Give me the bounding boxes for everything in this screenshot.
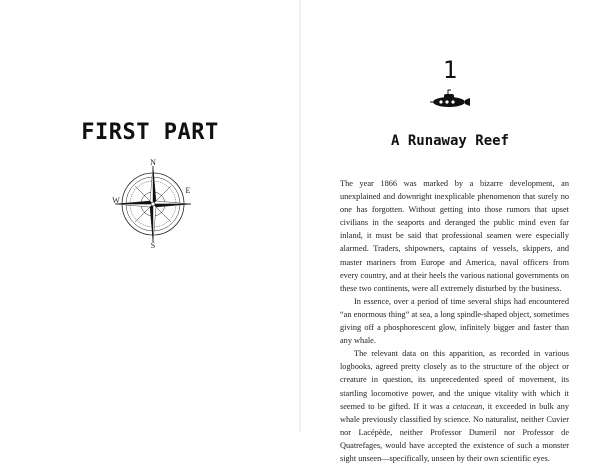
compass-label-n: N bbox=[150, 158, 156, 167]
paragraph-2: In essence, over a period of time several ships had encountered “an enormous thing” at sea, a long spindle-shaped object, sometimes giving off a phosphorescent glow, infinitely bigger and faster than any whale. bbox=[340, 296, 569, 346]
paragraph-3 bbox=[340, 347, 569, 465]
compass-label-w: W bbox=[112, 196, 120, 205]
paragraph-1: The year 1866 was marked by a bizarre development, an unexplained and downright inexplicable phenomenon that surely no one has forgotten. Without getting into those rumors that upset civilians in the seaports and deranged the public mind even far inland, it must be said that professional seamen were especially alarmed. Traders, shipowners, captains of vessels, skippers, and master mariners from Europe and America, naval officers from every country, and at their heels the various national governments on these two continents, were all extremely disturbed by the business. bbox=[340, 179, 569, 293]
paragraph-3-part-2: , it exceeded in bulk any whale previously classified by science. No naturalist, neither Cuvier nor Lacépède, neither Professor Dumeril nor Professor de Quatrefages, would have accepted the existence of such a monster sight unseen—specifically, unseen by their own scientific eyes. bbox=[340, 401, 570, 463]
submarine-icon bbox=[428, 88, 472, 110]
chapter-number: 1 bbox=[442, 56, 458, 84]
paragraph-3-emphasis: cetacean bbox=[452, 401, 483, 411]
right-page bbox=[300, 0, 600, 463]
chapter-body bbox=[340, 177, 569, 465]
part-title: FIRST PART bbox=[81, 120, 219, 145]
compass-rose-icon bbox=[107, 158, 199, 250]
left-page bbox=[0, 0, 300, 432]
paragraph-3-part-1: The relevant data on this apparition, as recorded in various logbooks, agreed pretty closely as to the structure of the object or creature in question, its unprecedented speed of movement, its startling locomotive power, and the unique vitality with which it seemed to be gifted. If it was a bbox=[340, 349, 569, 411]
compass-label-s: S bbox=[150, 241, 156, 250]
compass-label-e: E bbox=[185, 186, 191, 195]
chapter-title: A Runaway Reef bbox=[390, 133, 509, 149]
